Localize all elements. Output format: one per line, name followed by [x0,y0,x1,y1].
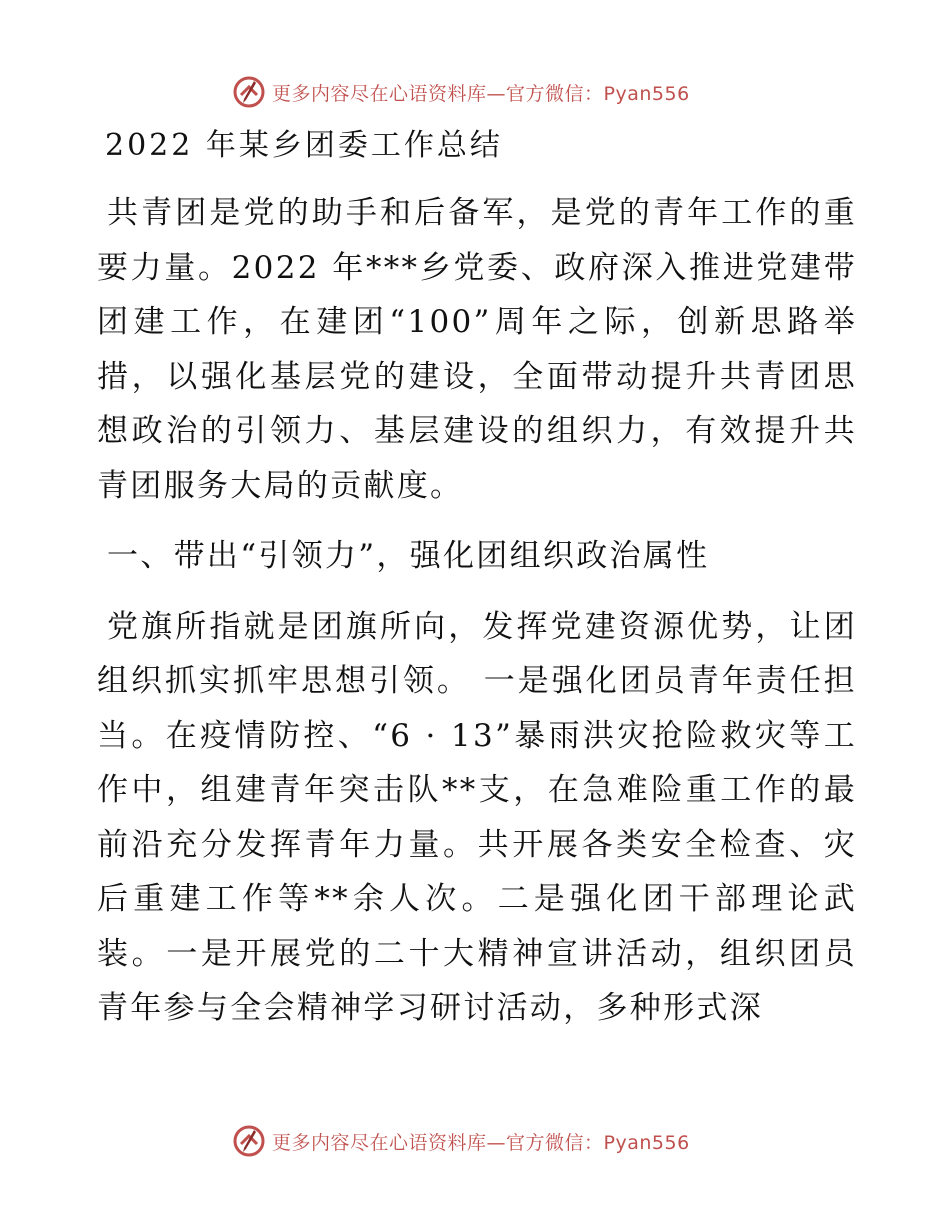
watermark-text: 更多内容尽在心语资料库—官方微信：Pyan556 [272,1131,690,1154]
book-pen-logo-icon [232,75,266,109]
book-pen-logo-icon [232,1124,266,1158]
section-heading: 一、带出“引领力”，强化团组织政治属性 [107,538,710,574]
section-paragraph: 党旗所指就是团旗所向，发挥党建资源优势，让团组织抓实抓牢思想引领。 一是强化团员青年责任担当。在疫情防控、“6 · 13”暴雨洪灾抢险救灾等工作中，组建青年突击队**支，在急难险重工作的最前沿充分发挥青年力量。共开展各类安全检查、灾后重建工作等**余人次。二是强化团干部理论武装。一是开展党的二十大精神宣讲活动，组织团员青年参与全会精神学习研讨活动，多种形式深 [97,608,857,1026]
footer-watermark [232,1121,752,1161]
document-title: 2022 年某乡团委工作总结 [105,128,503,163]
watermark-text: 更多内容尽在心语资料库—官方微信：Pyan556 [272,82,690,105]
document-body [97,120,857,1052]
header-watermark [232,72,752,112]
intro-paragraph: 共青团是党的助手和后备军，是党的青年工作的重要力量。2022 年***乡党委、政府深入推进党建带团建工作，在建团“100”周年之际，创新思路举措，以强化基层党的建设，全面带动提升共青团思想政治的引领力、基层建设的组织力，有效提升共青团服务大局的贡献度。 [97,195,857,504]
